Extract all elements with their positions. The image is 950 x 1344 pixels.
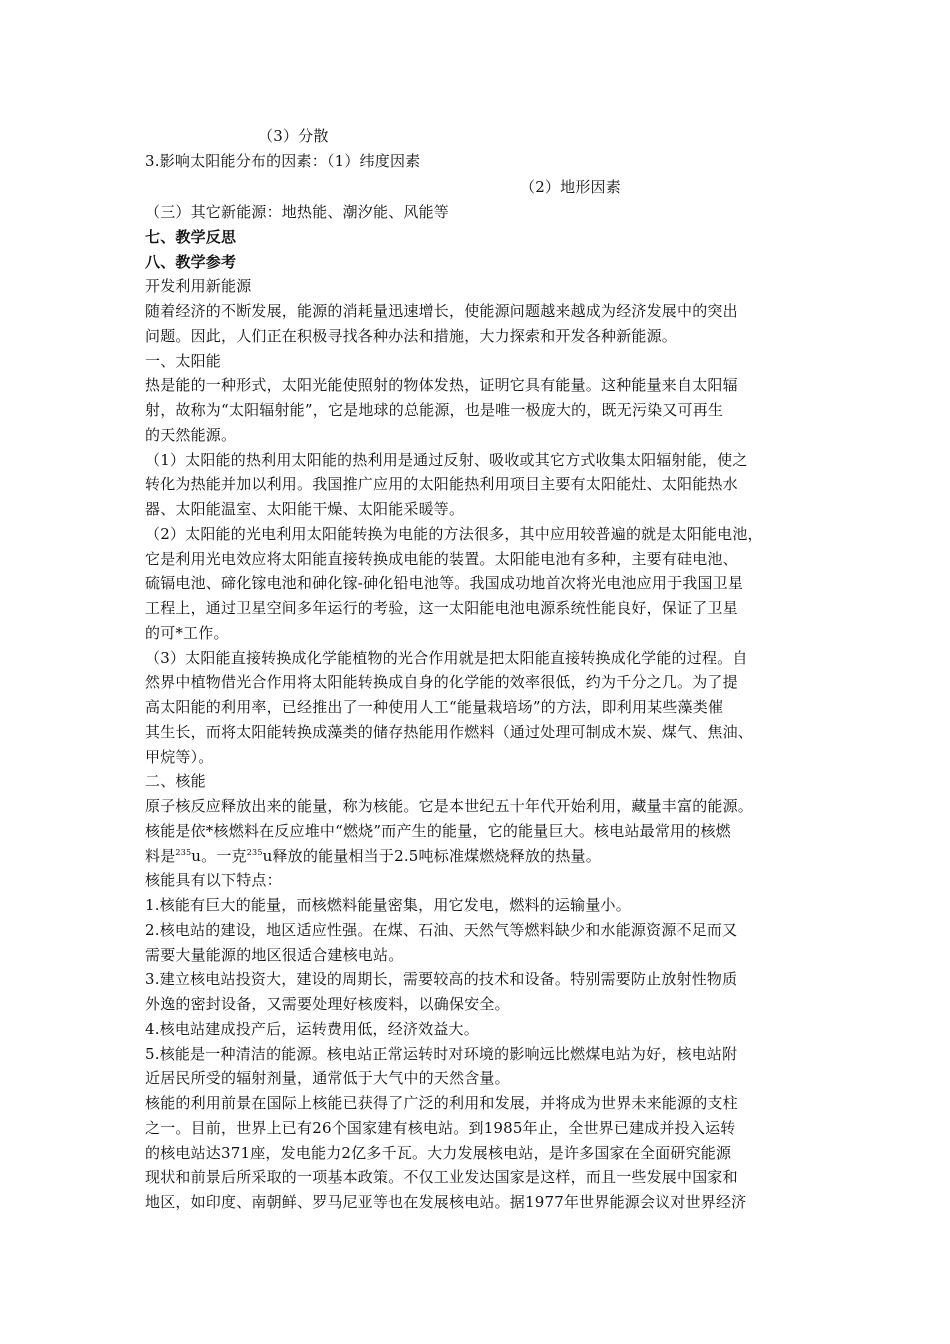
text-line: 它是利用光电效应将太阳能直接转换成电能的装置。太阳能电池有多种，主要有硅电池、 [145,550,738,568]
section-heading: 八、教学参考 [145,253,237,271]
text-line: 核能的利用前景在国际上核能已获得了广泛的利用和发展，并将成为世界未来能源的支柱 [145,1094,738,1112]
text-line: 的核电站达371座，发电能力2亿多千瓦。大力发展核电站，是许多国家在全面研究能源 [145,1144,732,1162]
text-line: 原子核反应释放出来的能量，称为核能。它是本世纪五十年代开始利用，藏量丰富的能源。 [145,797,754,815]
text-segment: u释放的能量相当于2.5吨标准煤燃烧释放的热量。 [262,847,601,865]
text-line: （2）太阳能的光电利用太阳能转换为电能的方法很多，其中应用较普遍的就是太阳能电池， [145,525,763,543]
text-line: 硫镉电池、碲化镓电池和砷化镓-砷化铅电池等。我国成功地首次将光电池应用于我国卫星 [145,574,744,592]
text-line: 4.核电站建成投产后，运转费用低，经济效益大。 [145,1020,479,1038]
text-line: 的可*工作。 [145,624,229,642]
text-line: 核能是依*核燃料在反应堆中“燃烧”而产生的能量，它的能量巨大。核电站最常用的核燃 [145,822,731,840]
text-line: 二、核能 [145,772,206,790]
text-line: 工程上，通过卫星空间多年运行的考验，这一太阳能电池电源系统性能良好，保证了卫星 [145,599,738,617]
text-segment: u。一克 [191,847,247,865]
superscript: 235 [175,848,192,857]
text-line: 然界中植物借光合作用将太阳能转换成自身的化学能的效率很低，约为千分之几。为了提 [145,673,738,691]
text-line: 2.核电站的建设，地区适应性强。在煤、石油、天然气等燃料缺少和水能源资源不足而又 [145,921,738,939]
text-line: 需要大量能源的地区很适合建核电站。 [145,946,404,964]
text-line: 一、太阳能 [145,352,222,370]
text-line: 现状和前景后所采取的一项基本政策。不仅工业发达国家是这样，而且一些发展中国家和 [145,1168,738,1186]
text-line: 其生长，而将太阳能转换成藻类的储存热能用作燃料（通过处理可制成木炭、煤气、焦油、 [145,723,754,741]
text-line: 的天然能源。 [145,426,237,444]
text-line: 开发利用新能源 [145,277,252,295]
text-line: 近居民所受的辐射剂量，通常低于大气中的天然含量。 [145,1069,510,1087]
text-line: （3）太阳能直接转换成化学能植物的光合作用就是把太阳能直接转换成化学能的过程。自 [145,649,748,667]
text-line: 随着经济的不断发展，能源的消耗量迅速增长，使能源问题越来越成为经济发展中的突出 [145,302,738,320]
text-line: 问题。因此，人们正在积极寻找各种办法和措施，大力探索和开发各种新能源。 [145,327,678,345]
text-line: （1）太阳能的热利用太阳能的热利用是通过反射、吸收或其它方式收集太阳辐射能，使之 [145,451,748,469]
text-line: 核能具有以下特点： [145,871,282,889]
text-line: 3.建立核电站投资大，建设的周期长，需要较高的技术和设备。特别需要防止放射性物质 [145,970,738,988]
text-line: （三）其它新能源：地热能、潮汐能、风能等 [145,203,450,221]
section-heading: 七、教学反思 [145,228,237,246]
text-line: 射，故称为“太阳辐射能”，它是地球的总能源，也是唯一极庞大的，既无污染又可再生 [145,401,724,419]
text-line: （3）分散 [258,127,329,145]
text-line: （2）地形因素 [520,178,621,196]
text-line: 外逸的密封设备，又需要处理好核废料，以确保安全。 [145,995,510,1013]
text-line: 高太阳能的利用率，已经推出了一种使用人工“能量栽培场”的方法，即利用某些藻类催 [145,698,724,716]
u235-line [145,847,601,865]
text-line: 热是能的一种形式，太阳光能使照射的物体发热，证明它具有能量。这种能量来自太阳辐 [145,376,738,394]
text-line: 甲烷等）。 [145,748,214,766]
text-line: 5.核能是一种清洁的能源。核电站正常运转时对环境的影响远比燃煤电站为好，核电站附 [145,1045,738,1063]
text-line: 3.影响太阳能分布的因素：（1）纬度因素 [145,152,421,170]
superscript: 235 [246,848,263,857]
text-line: 1.核能有巨大的能量，而核燃料能量密集，用它发电，燃料的运输量小。 [145,896,631,914]
text-line: 地区，如印度、南朝鲜、罗马尼亚等也在发展核电站。据1977年世界能源会议对世界经济 [145,1193,747,1211]
text-line: 器、太阳能温室、太阳能干燥、太阳能采暖等。 [145,500,465,518]
text-line: 之一。目前，世界上已有26个国家建有核电站。到1985年止，全世界已建成并投入运转 [145,1119,736,1137]
text-segment: 料是 [145,847,176,865]
text-line: 转化为热能并加以利用。我国推广应用的太阳能热利用项目主要有太阳能灶、太阳能热水 [145,475,738,493]
